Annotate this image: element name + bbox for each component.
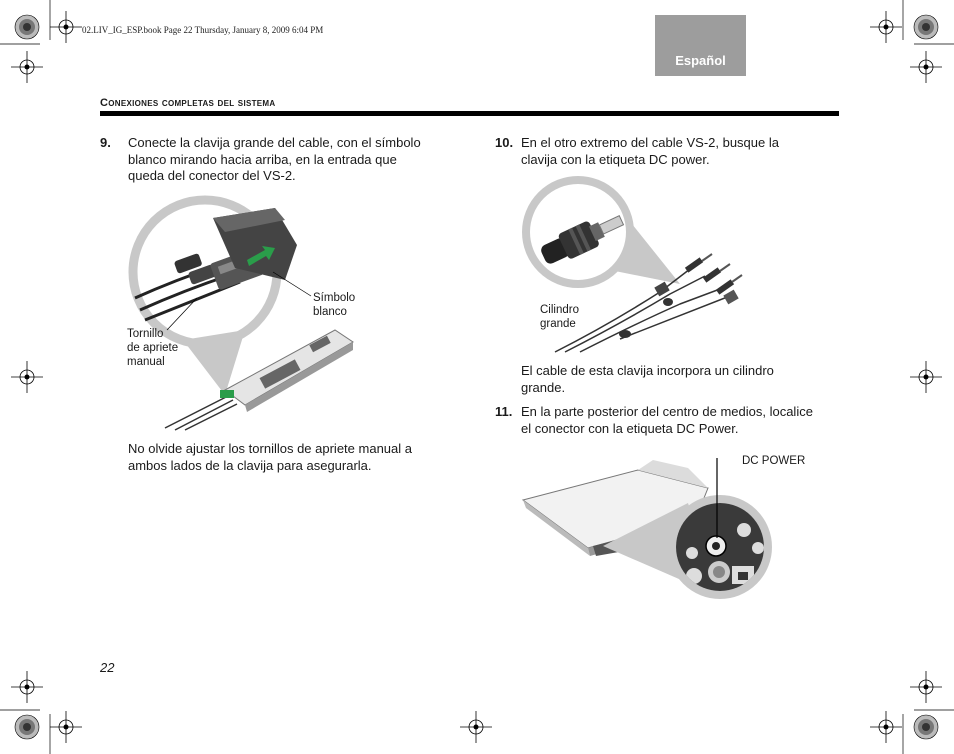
step-9-line: blanco mirando hacia arriba, en la entrada que — [128, 151, 397, 167]
section-title: Conexiones completas del sistema — [100, 97, 276, 109]
callout-simbolo-line: blanco — [313, 306, 347, 318]
step-9-note-line: No olvide ajustar los tornillos de apriete manual a — [128, 441, 412, 456]
callout-simbolo — [313, 291, 355, 319]
step-11-line: En la parte posterior del centro de medios, localice — [521, 404, 813, 419]
step-11-text — [521, 404, 841, 437]
step-11-line: el conector con la etiqueta DC Power. — [521, 420, 739, 436]
callout-simbolo-line: Símbolo — [313, 292, 356, 304]
step-9-line: Conecte la clavija grande del cable, con el símbolo — [128, 135, 421, 150]
callout-cilindro-line: grande — [540, 318, 576, 330]
callout-cilindro-line: Cilindro — [540, 304, 579, 316]
callout-tornillo-line: Tornillo — [127, 328, 164, 340]
section-rule — [100, 111, 839, 116]
step-10-number: 10. — [495, 135, 514, 150]
step-9-line: queda del conector del VS-2. — [128, 168, 296, 183]
callout-cilindro — [540, 303, 579, 331]
step-10-note-line: grande. — [521, 379, 566, 395]
step-9-text — [128, 135, 458, 185]
media-center-rear-illustration — [518, 448, 778, 603]
step-10-line: clavija con la etiqueta DC power. — [521, 151, 710, 167]
callout-tornillo-line: de apriete — [127, 342, 179, 354]
file-info-header: 02.LIV_IG_ESP.book Page 22 Thursday, January 8, 2009 6:04 PM — [82, 25, 324, 35]
language-tab — [655, 15, 746, 76]
callout-tornillo — [127, 327, 178, 369]
page-number: 22 — [100, 660, 115, 675]
callout-dc-power: DC POWER — [742, 455, 806, 467]
step-10-note-line: El cable de esta clavija incorpora un cilindro — [521, 363, 774, 378]
step-9-note-line: ambos lados de la clavija para asegurarla. — [128, 457, 372, 473]
step-10-line: En el otro extremo del cable VS-2, busque la — [521, 135, 779, 150]
callout-tornillo-line: manual — [127, 356, 165, 368]
step-10-text — [521, 135, 841, 168]
step-9-note — [128, 441, 458, 474]
language-tab-label: Español — [675, 53, 726, 68]
step-10-note — [521, 363, 841, 396]
step-11-number: 11. — [495, 404, 513, 419]
step-9-number: 9. — [100, 135, 111, 150]
